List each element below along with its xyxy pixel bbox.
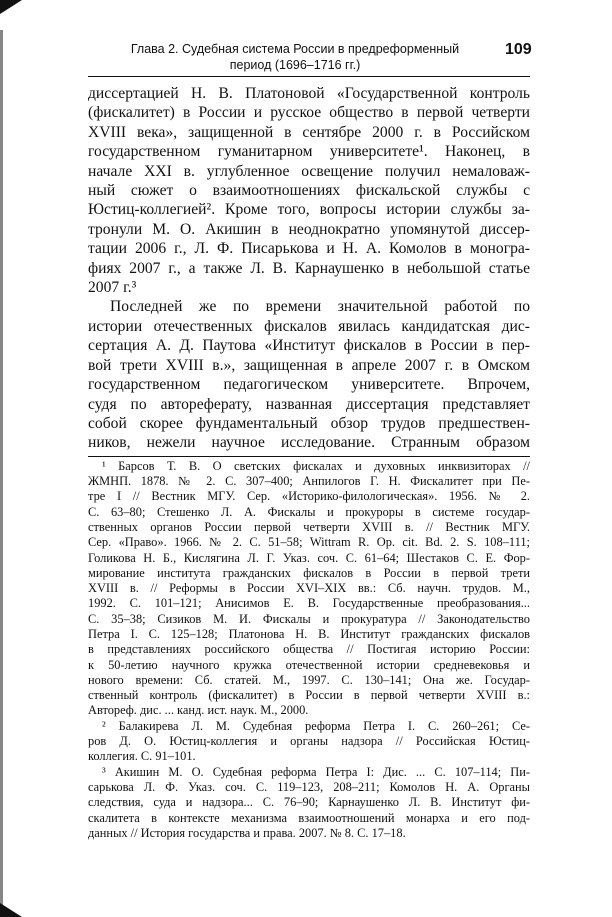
footnotes xyxy=(88,459,530,841)
footnote-line: ³ Акишин М. О. Судебная реформа Петра I: Дис. ... С. 107–114; Пи- xyxy=(102,764,530,779)
footnote-line: ЖМНП. 1878. № 2. С. 307–400; Анпилогов Г. Н. Фискалитет при Пе- xyxy=(88,474,530,489)
running-title-line-1: Глава 2. Судебная система России в предреформенный xyxy=(130,42,460,56)
footnote-line: ственный контроль (фискалитет) в России в первой четверти XVIII в.: xyxy=(88,688,530,703)
text-line: вой трети XVIII в.», защищенная в апреле 2007 г. в Омском xyxy=(88,356,530,374)
footnote-line: коллегия. С. 91–101. xyxy=(88,749,196,764)
footnote-line: скалитета в контексте механизма взаимоотношений монарха и его под- xyxy=(88,810,530,825)
running-title-line-2: период (1696–1716 гг.) xyxy=(229,58,361,72)
footnote-line: Голикова Н. Б., Кислягина Л. Г. Указ. соч. С. 61–64; Шестаков С. Е. Фор- xyxy=(88,550,530,565)
scan-bottom-mark xyxy=(0,903,22,917)
footnote-line: XVIII в. // Реформы в России XVI–XIX вв.: Сб. научн. трудов. М., xyxy=(88,581,530,596)
text-line: судя по автореферату, названная диссертация представляет xyxy=(88,395,530,413)
text-line: тации 2006 г., Л. Ф. Писарькова и Н. А. Комолов в моногра- xyxy=(88,240,530,258)
footnote-line: данных // История государства и права. 2007. № 8. С. 17–18. xyxy=(88,825,406,840)
text-line: ный сюжет о взаимоотношениях фискальской службы с xyxy=(88,182,530,200)
page-body xyxy=(88,84,530,841)
footnote-line: Автореф. дис. ... канд. ист. наук. М., 2000. xyxy=(88,703,309,718)
text-line: тронули М. О. Акишин в неоднократно упомянутой диссер- xyxy=(88,220,530,238)
text-line: собой скорее фундаментальный обзор трудов предшествен- xyxy=(88,414,530,432)
text-line: истории отечественных фискалов явилась кандидатская дис- xyxy=(88,317,530,335)
footnote-line: ров Д. О. Юстиц-коллегия и органы надзора // Российская Юстиц- xyxy=(88,734,530,749)
footnote-line: в представлениях российского общества // Постигая историю России: xyxy=(88,642,530,657)
footnote-line: нового времени: Сб. статей. М., 1997. С. 130–141; Она же. Государ- xyxy=(88,672,530,687)
footnote-line: С. 63–80; Стешенко Л. А. Фискалы и прокуроры в системе государ- xyxy=(88,504,530,519)
text-line: государственном педагогическом университете. Впрочем, xyxy=(88,376,530,394)
footnote-line: к 50-летию научного кружка отечественной истории средневековья и xyxy=(88,657,530,672)
footnote-line: ственных органов России первой четверти XVIII в. // Вестник МГУ. xyxy=(88,519,530,534)
footnote-line: тре I // Вестник МГУ. Сер. «Историко-филологическая». 1956. № 2. xyxy=(88,489,530,504)
text-line: Юстиц-коллегией². Кроме того, вопросы истории службы за- xyxy=(88,201,530,219)
text-line: диссертацией Н. В. Платоновой «Государственной контроль xyxy=(88,85,530,102)
text-line: XVIII века», защищенной в сентябре 2000 г. в Российском xyxy=(88,123,530,141)
footnote-line: мирование института гражданских фискалов в России в первой трети xyxy=(88,565,530,580)
footnote-line: следствия, суда и надзора... С. 76–90; Карнаушенко Л. В. Институт фи- xyxy=(88,795,530,810)
header-rule xyxy=(88,76,530,77)
footnote-line: Сер. «Право». 1966. № 2. С. 51–58; Wittram R. Op. cit. Bd. 2. S. 108–111; xyxy=(88,535,530,550)
text-line: (фискалитет) в России и русское общество в первой четверти xyxy=(88,104,530,122)
scan-spine-edge xyxy=(0,30,3,910)
footnote-line: ² Балакирева Л. М. Судебная реформа Петра I. С. 260–261; Се- xyxy=(102,718,530,733)
text-line: сертация А. Д. Паутова «Институт фискалов в России в пер- xyxy=(88,337,530,355)
scan-corner-mark xyxy=(0,0,22,14)
page-number: 109 xyxy=(505,41,532,58)
text-line: начале XXI в. углубленное освещение получил немаловаж- xyxy=(88,162,530,180)
footnote-line: С. 35–38; Сизиков М. И. Фискалы и прокуратура // Законодательство xyxy=(88,611,530,626)
text-line: Последней же по времени значительной работой по xyxy=(110,298,530,316)
text-line: ников, нежели научное исследование. Странным образом xyxy=(88,434,530,452)
footnote-line: сарькова Л. Ф. Указ. соч. С. 119–123, 208–211; Комолов Н. А. Органы xyxy=(88,779,530,794)
footnote-separator xyxy=(88,456,530,457)
text-line: государственном гуманитарном университете¹. Наконец, в xyxy=(88,143,530,161)
text-line: 2007 г.³ xyxy=(88,279,137,297)
footnote-line: Петра I. С. 125–128; Платонова Н. В. Институт гражданских фискалов xyxy=(88,626,530,641)
main-text xyxy=(88,84,530,453)
running-head xyxy=(60,41,530,73)
footnote-line: ¹ Барсов Т. В. О светских фискалах и духовных инквизиторах // xyxy=(102,458,530,473)
text-line: фиях 2007 г., а также Л. В. Карнаушенко в небольшой статье xyxy=(88,259,530,277)
footnote-line: 1992. С. 101–121; Анисимов Е. В. Государственные преобразования... xyxy=(88,596,530,611)
